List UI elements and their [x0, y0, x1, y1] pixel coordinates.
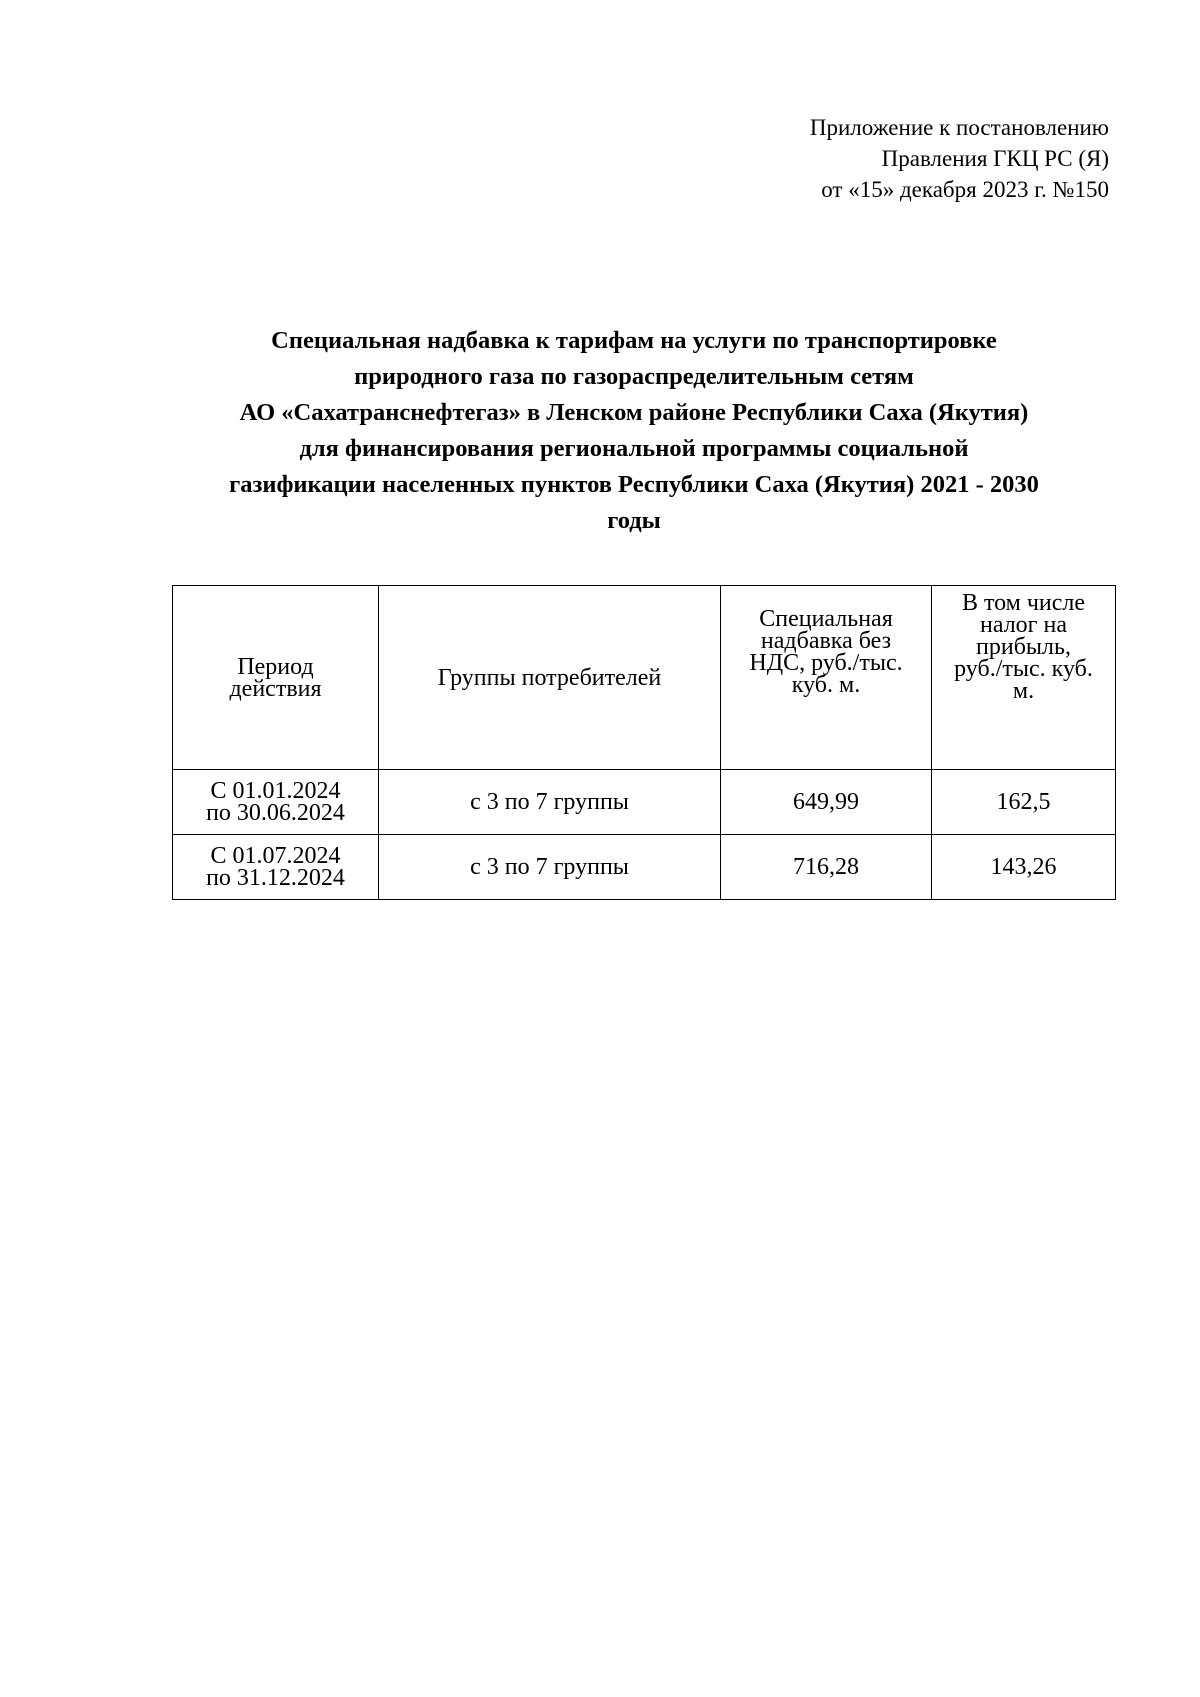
header-surcharge: Специальная надбавка без НДС, руб./тыс. куб. м. — [721, 586, 932, 770]
header-income-tax: В том числе налог на прибыль, руб./тыс. куб. м. — [932, 586, 1116, 770]
tariff-table — [172, 585, 1116, 900]
table-row — [173, 835, 1116, 900]
title-line: для финансирования региональной программы социальной — [299, 435, 969, 462]
cell-consumer-groups: с 3 по 7 группы — [379, 835, 721, 900]
cell-surcharge: 649,99 — [721, 770, 932, 835]
appendix-line: Приложение к постановлению — [809, 115, 1109, 140]
header-consumer-groups: Группы потребителей — [379, 586, 721, 770]
appendix-note — [810, 112, 1109, 205]
appendix-line: от «15» декабря 2023 г. №150 — [821, 177, 1109, 202]
appendix-line: Правления ГКЦ РС (Я) — [881, 146, 1109, 171]
title-line: природного газа по газораспределительным сетям — [354, 363, 914, 390]
cell-surcharge: 716,28 — [721, 835, 932, 900]
table-row — [173, 770, 1116, 835]
cell-period: С 01.07.2024 по 31.12.2024 — [173, 835, 379, 900]
title-line: Специальная надбавка к тарифам на услуги по транспортировке — [271, 327, 997, 354]
title-line: газификации населенных пунктов Республики Саха (Якутия) 2021 - 2030 — [229, 471, 1039, 498]
table-header-row — [173, 586, 1116, 770]
title-line: годы — [607, 507, 661, 534]
cell-consumer-groups: с 3 по 7 группы — [379, 770, 721, 835]
header-period: Период действия — [173, 586, 379, 770]
title-line: АО «Сахатранснефтегаз» в Ленском районе Республики Саха (Якутия) — [239, 399, 1029, 426]
cell-income-tax: 143,26 — [932, 835, 1116, 900]
document-title — [160, 323, 1108, 539]
cell-period: С 01.01.2024 по 30.06.2024 — [173, 770, 379, 835]
cell-income-tax: 162,5 — [932, 770, 1116, 835]
